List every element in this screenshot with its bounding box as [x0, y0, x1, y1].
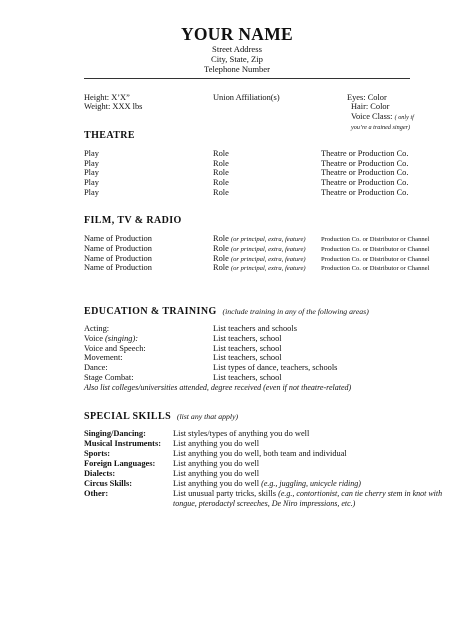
theatre-company: Theatre or Production Co.: [321, 149, 409, 158]
education-area: Stage Combat:: [84, 373, 134, 382]
skill-detail-cell: [173, 439, 259, 449]
weight-stat: Weight: XXX lbs: [84, 102, 143, 111]
education-area-note: (singing):: [105, 333, 139, 343]
education-area-cell: [84, 344, 146, 354]
voice-class-stat: [351, 112, 414, 123]
education-area: Acting:: [84, 324, 110, 333]
skill-text: List anything you do well: [173, 459, 260, 468]
skill-label: Foreign Languages:: [84, 459, 156, 468]
education-area: Voice: [84, 333, 106, 343]
education-detail: List teachers, school: [213, 333, 282, 343]
education-area: Dance:: [84, 363, 108, 373]
theatre-company: Theatre or Production Co.: [321, 158, 409, 168]
resume-name: YOUR NAME: [180, 24, 294, 44]
education-detail: List teachers, school: [213, 353, 282, 363]
skill-text: List anything you do well, both team and individual: [173, 449, 347, 458]
skill-text: List styles/types of anything you do well: [173, 429, 310, 438]
telephone-number: Telephone Number: [204, 64, 270, 74]
voice-class-note-cont: you’re a trained singer): [351, 124, 411, 131]
film-role-cell: [213, 263, 306, 274]
union-affiliation: Union Affiliation(s): [213, 93, 280, 102]
theatre-play: Play: [84, 149, 99, 158]
skill-detail-cell: [173, 429, 309, 439]
other-skill-cont: tongue, pterodactyl screeches, De Niro impressions, etc.): [173, 499, 356, 508]
theatre-role: Role: [213, 168, 229, 178]
film-role: Role: [213, 234, 229, 243]
theatre-play: Play: [84, 168, 99, 178]
height-stat: Height: X’X”: [84, 93, 130, 102]
skill-text: List unusual party tricks, skills: [173, 489, 279, 498]
skill-example: (e.g., juggling, unicycle riding): [261, 479, 361, 488]
film-role-note: (or principal, extra, feature): [230, 255, 306, 263]
city-state-zip: City, State, Zip: [211, 54, 263, 64]
film-production: Name of Production: [84, 234, 152, 243]
theatre-play: Play: [84, 178, 99, 188]
skill-label: Other:: [84, 489, 109, 498]
skills-title: SPECIAL SKILLS: [84, 411, 172, 422]
theatre-role: Role: [213, 178, 229, 188]
theatre-role: Role: [213, 149, 229, 158]
education-area-cell: [84, 373, 134, 383]
film-company: Production Co. or Distributor or Channel: [321, 265, 430, 273]
theatre-role: Role: [213, 158, 229, 168]
education-area-cell: [84, 363, 108, 373]
header-divider: [84, 78, 410, 79]
hair-stat: Hair: Color: [351, 102, 390, 111]
skill-label: Dialects:: [84, 469, 116, 478]
film-company: Production Co. or Distributor or Channel: [321, 255, 430, 263]
theatre-play: Play: [84, 158, 99, 168]
education-detail: List teachers, school: [213, 373, 282, 382]
film-production: Name of Production: [84, 253, 152, 263]
education-area: Movement:: [84, 353, 123, 363]
theatre-role: Role: [213, 187, 229, 197]
education-also-note: Also list colleges/universities attended, degree received (even if not theatre-related): [84, 383, 352, 392]
film-role: Role: [213, 263, 229, 273]
skills-note: (list any that apply): [176, 412, 239, 421]
skill-detail-cell: [173, 449, 347, 459]
education-heading: [84, 306, 369, 317]
voice-class-label: Voice Class:: [351, 112, 393, 121]
education-area: Voice and Speech:: [84, 343, 146, 353]
theatre-heading: THEATRE: [84, 130, 135, 141]
film-role: Role: [213, 253, 229, 263]
film-production: Name of Production: [84, 243, 152, 253]
film-role-note: (or principal, extra, feature): [230, 236, 306, 243]
education-area-cell: [84, 353, 123, 363]
skill-text: List anything you do well: [173, 469, 260, 478]
skill-detail-cell: [173, 459, 259, 469]
skill-label: Sports:: [84, 449, 111, 458]
film-production: Name of Production: [84, 263, 152, 273]
education-detail: List types of dance, teachers, schools: [213, 363, 338, 373]
film-company: Production Co. or Distributor or Channel: [321, 245, 430, 253]
skill-label: Singing/Dancing:: [84, 429, 146, 438]
film-role-note: (or principal, extra, feature): [230, 265, 306, 273]
theatre-company: Theatre or Production Co.: [321, 187, 409, 197]
education-note: (include training in any of the following areas): [222, 307, 369, 316]
education-detail: List teachers and schools: [213, 324, 297, 333]
street-address: Street Address: [212, 44, 262, 54]
film-role-note: (or principal, extra, feature): [230, 245, 306, 253]
skill-example: (e.g., contortionist, can tie cherry stem in knot with: [278, 489, 443, 498]
theatre-play: Play: [84, 187, 99, 197]
education-detail: List teachers, school: [213, 343, 282, 353]
film-heading: FILM, TV & RADIO: [84, 215, 182, 226]
eyes-stat: Eyes: Color: [347, 93, 387, 102]
education-area-cell: [84, 324, 109, 334]
theatre-company: Theatre or Production Co.: [321, 168, 409, 178]
skill-text: List anything you do well: [173, 439, 260, 448]
voice-class-note: ( only if: [394, 114, 414, 121]
education-area-cell: [84, 334, 138, 344]
skill-text: List anything you do well: [173, 479, 262, 488]
skill-detail-cell: [173, 489, 442, 499]
film-role: Role: [213, 243, 229, 253]
skill-label: Circus Skills:: [84, 479, 133, 488]
skill-detail-cell: [173, 469, 259, 479]
skill-detail-cell: [173, 479, 361, 489]
education-title: EDUCATION & TRAINING: [84, 306, 217, 317]
theatre-company: Theatre or Production Co.: [321, 178, 409, 188]
skills-heading: [84, 411, 238, 422]
film-company: Production Co. or Distributor or Channel: [321, 236, 430, 243]
skill-label: Musical Instruments:: [84, 439, 162, 448]
